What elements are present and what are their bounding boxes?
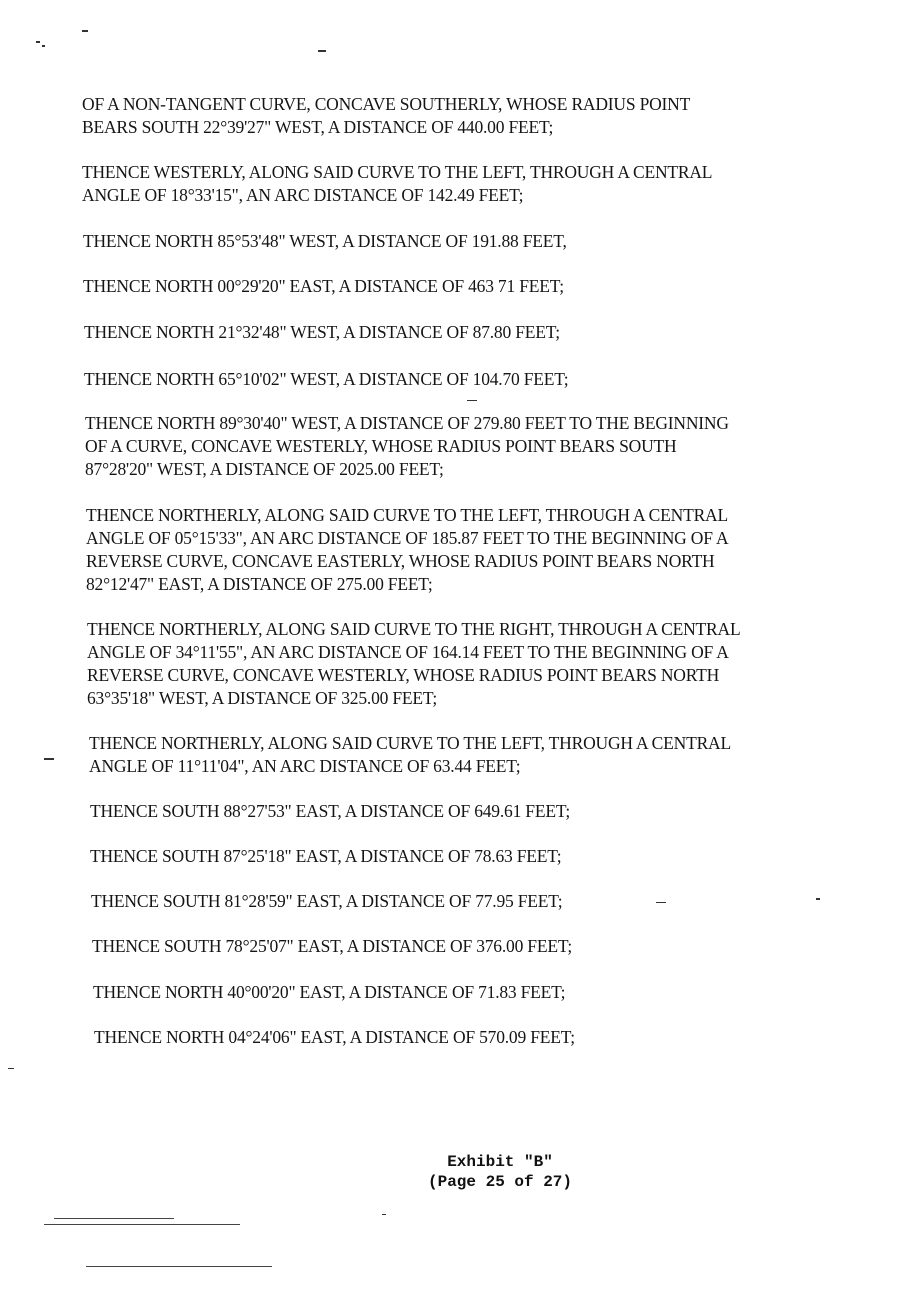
scan-rule (44, 1224, 240, 1225)
scan-artifact (44, 758, 54, 760)
paragraph-line: THENCE NORTHERLY, ALONG SAID CURVE TO THE LEFT, THROUGH A CENTRAL (89, 733, 731, 753)
scan-artifact (42, 45, 45, 47)
legal-description-paragraph-4 (83, 275, 564, 298)
paragraph-line: ANGLE OF 18°33'15", AN ARC DISTANCE OF 142.49 FEET; (82, 185, 524, 205)
paragraph-line: THENCE NORTH 04°24'06" EAST, A DISTANCE OF 570.09 FEET; (94, 1027, 575, 1047)
legal-description-paragraph-7 (85, 412, 729, 481)
paragraph-line: THENCE NORTHERLY, ALONG SAID CURVE TO THE RIGHT, THROUGH A CENTRAL (87, 619, 741, 639)
exhibit-label: Exhibit "B" (447, 1153, 553, 1171)
paragraph-line: THENCE SOUTH 88°27'53" EAST, A DISTANCE OF 649.61 FEET; (90, 801, 570, 821)
legal-description-paragraph-10 (89, 732, 731, 778)
paragraph-line: THENCE NORTH 00°29'20" EAST, A DISTANCE OF 463 71 FEET; (83, 276, 564, 296)
legal-description-paragraph-15 (93, 981, 565, 1004)
legal-description-paragraph-6 (84, 368, 568, 391)
legal-description-paragraph-2 (82, 161, 712, 207)
legal-description-paragraph-11 (90, 800, 570, 823)
paragraph-line: ANGLE OF 11°11'04", AN ARC DISTANCE OF 63.44 FEET; (89, 756, 521, 776)
legal-description-paragraph-9 (87, 618, 740, 710)
paragraph-line: ANGLE OF 05°15'33", AN ARC DISTANCE OF 185.87 FEET TO THE BEGINNING OF A (86, 528, 729, 548)
paragraph-line: 82°12'47" EAST, A DISTANCE OF 275.00 FEET; (86, 574, 433, 594)
paragraph-line: THENCE NORTH 40°00'20" EAST, A DISTANCE OF 71.83 FEET; (93, 982, 566, 1002)
scan-artifact (36, 41, 40, 43)
paragraph-line: REVERSE CURVE, CONCAVE EASTERLY, WHOSE RADIUS POINT BEARS NORTH (86, 551, 715, 571)
legal-description-paragraph-16 (94, 1026, 575, 1049)
legal-description-paragraph-1 (82, 93, 690, 139)
scan-artifact (816, 898, 820, 900)
scan-artifact (656, 902, 666, 903)
paragraph-line: 63°35'18" WEST, A DISTANCE OF 325.00 FEET; (87, 688, 438, 708)
legal-description-paragraph-3 (83, 230, 567, 253)
paragraph-line: THENCE NORTH 89°30'40" WEST, A DISTANCE OF 279.80 FEET TO THE BEGINNING (85, 413, 729, 433)
paragraph-line: THENCE SOUTH 81°28'59" EAST, A DISTANCE OF 77.95 FEET; (91, 891, 563, 911)
scan-artifact (82, 30, 88, 32)
legal-description-paragraph-8 (86, 504, 728, 596)
paragraph-line: THENCE SOUTH 78°25'07" EAST, A DISTANCE OF 376.00 FEET; (92, 936, 572, 956)
paragraph-line: OF A NON-TANGENT CURVE, CONCAVE SOUTHERLY, WHOSE RADIUS POINT (82, 94, 691, 114)
paragraph-line: ANGLE OF 34°11'55", AN ARC DISTANCE OF 164.14 FEET TO THE BEGINNING OF A (87, 642, 729, 662)
legal-description-paragraph-14 (92, 935, 572, 958)
paragraph-line: THENCE NORTH 85°53'48" WEST, A DISTANCE OF 191.88 FEET, (83, 231, 567, 251)
paragraph-line: THENCE NORTH 21°32'48" WEST, A DISTANCE OF 87.80 FEET; (84, 322, 560, 342)
paragraph-line: THENCE NORTH 65°10'02" WEST, A DISTANCE OF 104.70 FEET; (84, 369, 569, 389)
paragraph-line: BEARS SOUTH 22°39'27" WEST, A DISTANCE OF 440.00 FEET; (82, 117, 554, 137)
exhibit-footer (390, 1152, 610, 1192)
scan-rule (86, 1266, 272, 1267)
paragraph-line: THENCE NORTHERLY, ALONG SAID CURVE TO THE LEFT, THROUGH A CENTRAL (86, 505, 728, 525)
paragraph-line: OF A CURVE, CONCAVE WESTERLY, WHOSE RADIUS POINT BEARS SOUTH (85, 436, 677, 456)
legal-description-paragraph-13 (91, 890, 562, 913)
paragraph-line: THENCE WESTERLY, ALONG SAID CURVE TO THE LEFT, THROUGH A CENTRAL (82, 162, 713, 182)
legal-description-paragraph-12 (90, 845, 561, 868)
paragraph-line: 87°28'20" WEST, A DISTANCE OF 2025.00 FEET; (85, 459, 444, 479)
legal-description-paragraph-5 (84, 321, 560, 344)
paragraph-line: REVERSE CURVE, CONCAVE WESTERLY, WHOSE RADIUS POINT BEARS NORTH (87, 665, 720, 685)
scan-artifact (318, 50, 326, 52)
scan-artifact (467, 400, 477, 401)
scan-artifact (8, 1068, 14, 1069)
scan-artifact (382, 1214, 386, 1215)
scan-rule (54, 1218, 174, 1219)
paragraph-line: THENCE SOUTH 87°25'18" EAST, A DISTANCE OF 78.63 FEET; (90, 846, 562, 866)
page-number: (Page 25 of 27) (427, 1173, 573, 1191)
